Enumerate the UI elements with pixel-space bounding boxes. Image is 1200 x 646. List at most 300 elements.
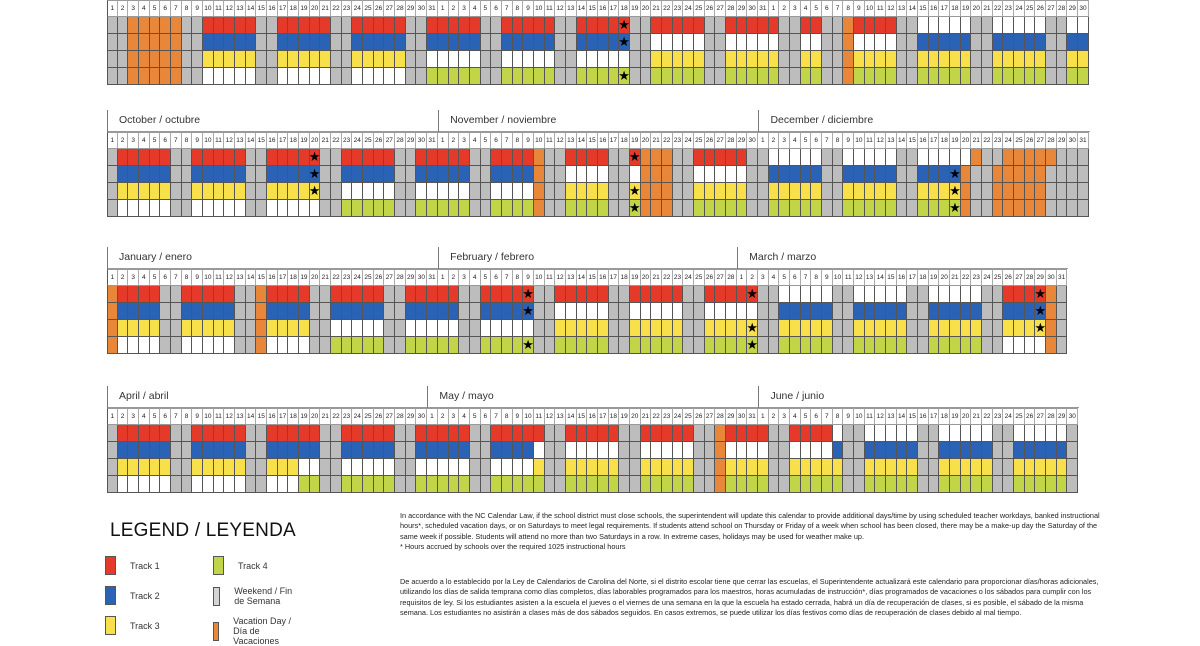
day-cell — [566, 459, 577, 476]
day-cell — [875, 286, 886, 303]
day-cell — [1057, 166, 1068, 183]
day-cell — [128, 425, 139, 442]
day-number: 2 — [449, 132, 460, 149]
day-cell — [779, 337, 790, 354]
day-cell — [683, 34, 694, 51]
day-number: 19 — [299, 269, 310, 286]
day-cell — [801, 166, 812, 183]
day-cell — [683, 51, 694, 68]
day-cell — [395, 166, 406, 183]
day-cell — [214, 442, 225, 459]
day-cell — [171, 166, 182, 183]
day-cell — [427, 17, 438, 34]
day-cell — [288, 149, 299, 166]
day-cell — [758, 286, 769, 303]
day-number: 13 — [566, 269, 577, 286]
day-number: 11 — [214, 132, 225, 149]
day-cell — [246, 149, 257, 166]
day-cell — [288, 303, 299, 320]
day-cell — [438, 337, 449, 354]
day-cell — [427, 166, 438, 183]
day-cell — [1003, 286, 1014, 303]
day-number: 24 — [352, 269, 363, 286]
day-cell — [907, 183, 918, 200]
day-cell — [374, 459, 385, 476]
day-cell — [598, 286, 609, 303]
day-number: 19 — [950, 408, 961, 425]
day-number: 4 — [470, 132, 481, 149]
day-cell — [320, 442, 331, 459]
day-cell — [758, 68, 769, 85]
day-cell — [502, 34, 513, 51]
day-number: 30 — [1067, 408, 1078, 425]
day-cell — [288, 425, 299, 442]
day-number: 16 — [918, 132, 929, 149]
day-cell — [545, 425, 556, 442]
day-number: 15 — [577, 408, 588, 425]
day-cell — [662, 337, 673, 354]
day-cell — [1014, 337, 1025, 354]
day-cell — [673, 166, 684, 183]
day-cell — [363, 183, 374, 200]
day-cell — [598, 34, 609, 51]
day-number: 14 — [246, 132, 257, 149]
day-cell — [182, 68, 193, 85]
day-cell — [214, 425, 225, 442]
day-cell — [641, 286, 652, 303]
day-cell — [587, 303, 598, 320]
day-cell — [278, 425, 289, 442]
day-cell — [587, 51, 598, 68]
day-cell — [139, 303, 150, 320]
day-cell — [299, 459, 310, 476]
day-number: 31 — [747, 408, 758, 425]
day-cell — [470, 442, 481, 459]
day-cell — [587, 149, 598, 166]
day-number: 23 — [342, 0, 353, 17]
day-number: 28 — [726, 269, 737, 286]
day-cell — [950, 286, 961, 303]
day-cell — [438, 442, 449, 459]
day-cell — [1003, 459, 1014, 476]
day-cell — [513, 320, 524, 337]
day-cell — [203, 476, 214, 493]
day-cell — [726, 200, 737, 217]
day-cell — [171, 183, 182, 200]
day-cell — [278, 183, 289, 200]
day-number: 26 — [1035, 0, 1046, 17]
day-cell — [459, 459, 470, 476]
day-cell — [577, 303, 588, 320]
day-number: 11 — [865, 408, 876, 425]
day-cell — [342, 149, 353, 166]
day-cell — [438, 286, 449, 303]
day-cell — [352, 476, 363, 493]
day-cell — [833, 303, 844, 320]
day-number: 24 — [1014, 0, 1025, 17]
day-cell — [363, 320, 374, 337]
day-cell — [502, 303, 513, 320]
day-number: 12 — [555, 269, 566, 286]
day-number: 14 — [246, 408, 257, 425]
day-number: 20 — [310, 0, 321, 17]
day-number-row — [107, 269, 1068, 286]
day-cell — [513, 51, 524, 68]
day-number: 15 — [256, 269, 267, 286]
day-cell — [811, 183, 822, 200]
day-cell — [139, 17, 150, 34]
day-cell — [950, 476, 961, 493]
day-cell — [320, 183, 331, 200]
day-cell — [427, 337, 438, 354]
day-cell — [160, 476, 171, 493]
day-cell — [747, 200, 758, 217]
day-cell — [1057, 459, 1068, 476]
day-cell — [1025, 459, 1036, 476]
day-cell — [630, 149, 641, 166]
day-cell — [267, 149, 278, 166]
day-cell — [609, 303, 620, 320]
day-cell — [993, 51, 1004, 68]
day-cell — [299, 476, 310, 493]
day-cell — [534, 476, 545, 493]
legend-title: LEGEND / LEYENDA — [110, 520, 296, 541]
day-cell — [769, 459, 780, 476]
day-cell — [118, 337, 129, 354]
star-icon: ★ — [522, 337, 534, 353]
day-cell — [694, 34, 705, 51]
day-number: 10 — [854, 132, 865, 149]
day-cell — [918, 459, 929, 476]
day-cell — [705, 476, 716, 493]
day-number: 29 — [1035, 269, 1046, 286]
day-number: 6 — [160, 132, 171, 149]
day-cell — [907, 286, 918, 303]
day-cell — [811, 476, 822, 493]
day-number: 3 — [449, 408, 460, 425]
day-cell — [459, 200, 470, 217]
day-cell — [1035, 34, 1046, 51]
day-cell — [1014, 425, 1025, 442]
day-number: 16 — [598, 0, 609, 17]
day-cell — [160, 68, 171, 85]
day-cell — [118, 459, 129, 476]
day-number: 22 — [651, 408, 662, 425]
day-number: 27 — [1046, 0, 1057, 17]
day-cell — [598, 166, 609, 183]
track-3-row — [107, 320, 1068, 337]
day-cell — [1078, 183, 1089, 200]
day-cell — [694, 303, 705, 320]
day-number: 5 — [481, 132, 492, 149]
day-cell — [811, 166, 822, 183]
day-cell — [566, 166, 577, 183]
track-1-row — [107, 286, 1068, 303]
day-cell — [320, 166, 331, 183]
track-4-row — [107, 200, 1090, 217]
legend-label: Track 3 — [130, 620, 160, 631]
day-cell — [171, 442, 182, 459]
day-cell — [918, 425, 929, 442]
day-cell — [459, 183, 470, 200]
day-number: 7 — [171, 0, 182, 17]
day-cell — [950, 166, 961, 183]
day-cell — [918, 320, 929, 337]
day-cell — [214, 303, 225, 320]
day-cell — [160, 166, 171, 183]
day-cell — [683, 286, 694, 303]
day-cell — [833, 17, 844, 34]
day-cell — [630, 166, 641, 183]
day-cell — [1067, 425, 1078, 442]
day-cell — [854, 303, 865, 320]
day-cell — [683, 320, 694, 337]
day-cell — [577, 34, 588, 51]
day-number: 7 — [833, 0, 844, 17]
day-cell — [790, 425, 801, 442]
day-cell — [1003, 68, 1014, 85]
legend-swatch — [105, 556, 116, 575]
day-cell — [299, 34, 310, 51]
day-cell — [566, 303, 577, 320]
day-cell — [320, 17, 331, 34]
day-cell — [523, 34, 534, 51]
day-cell — [939, 286, 950, 303]
day-cell — [971, 442, 982, 459]
day-cell — [534, 183, 545, 200]
day-number: 9 — [854, 0, 865, 17]
day-number: 16 — [267, 408, 278, 425]
day-cell — [683, 68, 694, 85]
day-cell — [150, 320, 161, 337]
day-cell — [342, 459, 353, 476]
day-cell — [779, 200, 790, 217]
day-cell — [811, 303, 822, 320]
day-number: 7 — [171, 408, 182, 425]
day-cell — [278, 68, 289, 85]
day-cell — [673, 425, 684, 442]
day-number: 20 — [939, 269, 950, 286]
day-number: 31 — [427, 269, 438, 286]
day-cell — [449, 459, 460, 476]
day-cell — [1003, 34, 1014, 51]
day-cell — [555, 34, 566, 51]
day-number: 5 — [811, 0, 822, 17]
day-number: 22 — [993, 0, 1004, 17]
day-number: 7 — [502, 0, 513, 17]
day-cell — [171, 320, 182, 337]
day-cell — [555, 303, 566, 320]
legend-label: Track 4 — [238, 560, 268, 571]
day-cell — [545, 68, 556, 85]
day-cell — [865, 166, 876, 183]
day-number: 16 — [267, 269, 278, 286]
day-number: 2 — [438, 408, 449, 425]
day-cell — [801, 17, 812, 34]
day-cell — [416, 320, 427, 337]
day-cell — [833, 166, 844, 183]
day-cell — [705, 149, 716, 166]
day-cell — [918, 149, 929, 166]
day-cell — [1078, 51, 1089, 68]
day-cell — [384, 68, 395, 85]
day-cell — [918, 183, 929, 200]
day-cell — [918, 286, 929, 303]
day-cell — [907, 442, 918, 459]
day-cell — [235, 459, 246, 476]
day-cell — [545, 183, 556, 200]
day-cell — [545, 459, 556, 476]
day-number: 12 — [854, 269, 865, 286]
day-cell — [118, 68, 129, 85]
day-cell — [502, 149, 513, 166]
day-cell — [246, 34, 257, 51]
day-cell — [523, 459, 534, 476]
day-cell — [950, 459, 961, 476]
day-cell — [907, 320, 918, 337]
day-number: 14 — [246, 0, 257, 17]
day-cell — [609, 337, 620, 354]
day-cell — [513, 17, 524, 34]
day-cell — [587, 17, 598, 34]
day-cell — [150, 303, 161, 320]
day-cell — [822, 303, 833, 320]
day-cell — [278, 200, 289, 217]
day-cell — [545, 51, 556, 68]
day-cell — [128, 337, 139, 354]
month-separator — [438, 247, 439, 269]
day-cell — [779, 425, 790, 442]
day-number: 3 — [128, 0, 139, 17]
day-cell — [641, 183, 652, 200]
day-cell — [758, 425, 769, 442]
day-cell — [310, 34, 321, 51]
day-cell — [352, 200, 363, 217]
day-cell — [1067, 51, 1078, 68]
day-cell — [918, 68, 929, 85]
day-cell — [577, 183, 588, 200]
day-cell — [641, 17, 652, 34]
day-cell — [545, 320, 556, 337]
day-cell — [907, 476, 918, 493]
day-number: 18 — [950, 0, 961, 17]
day-cell — [801, 425, 812, 442]
day-cell — [320, 476, 331, 493]
day-number: 8 — [182, 132, 193, 149]
day-cell — [747, 17, 758, 34]
day-cell — [801, 303, 812, 320]
day-number: 27 — [384, 269, 395, 286]
day-cell — [331, 166, 342, 183]
day-cell — [907, 200, 918, 217]
day-cell — [961, 166, 972, 183]
day-cell — [833, 476, 844, 493]
day-cell — [310, 183, 321, 200]
day-cell — [406, 442, 417, 459]
day-number: 31 — [758, 0, 769, 17]
day-cell — [384, 320, 395, 337]
day-cell — [982, 286, 993, 303]
day-cell — [747, 166, 758, 183]
day-cell — [406, 459, 417, 476]
day-cell — [118, 320, 129, 337]
day-number: 5 — [801, 408, 812, 425]
day-number: 8 — [811, 269, 822, 286]
day-number: 11 — [214, 408, 225, 425]
day-cell — [1003, 200, 1014, 217]
day-cell — [705, 303, 716, 320]
day-cell — [438, 166, 449, 183]
legend-item — [213, 586, 296, 606]
day-cell — [737, 442, 748, 459]
day-cell — [523, 149, 534, 166]
day-cell — [1025, 200, 1036, 217]
day-cell — [694, 51, 705, 68]
day-cell — [470, 183, 481, 200]
day-cell — [182, 320, 193, 337]
day-cell — [982, 51, 993, 68]
day-cell — [779, 286, 790, 303]
day-number: 9 — [192, 408, 203, 425]
day-cell — [1046, 200, 1057, 217]
day-cell — [811, 17, 822, 34]
day-cell — [299, 337, 310, 354]
day-cell — [224, 476, 235, 493]
day-cell — [619, 17, 630, 34]
day-cell — [897, 320, 908, 337]
day-cell — [299, 442, 310, 459]
day-cell — [459, 68, 470, 85]
day-cell — [139, 200, 150, 217]
day-cell — [406, 200, 417, 217]
day-cell — [1025, 337, 1036, 354]
day-number: 28 — [726, 0, 737, 17]
day-cell — [982, 442, 993, 459]
day-number: 2 — [449, 0, 460, 17]
day-cell — [758, 442, 769, 459]
day-cell — [875, 425, 886, 442]
day-cell — [907, 17, 918, 34]
day-cell — [801, 34, 812, 51]
day-number: 6 — [491, 269, 502, 286]
day-number: 4 — [769, 269, 780, 286]
day-cell — [256, 17, 267, 34]
day-cell — [107, 51, 118, 68]
day-cell — [886, 34, 897, 51]
day-cell — [801, 459, 812, 476]
day-cell — [982, 183, 993, 200]
day-cell — [790, 442, 801, 459]
day-cell — [961, 337, 972, 354]
day-number: 26 — [374, 132, 385, 149]
day-cell — [182, 200, 193, 217]
day-cell — [1003, 17, 1014, 34]
day-cell — [961, 34, 972, 51]
day-number: 9 — [523, 0, 534, 17]
day-number: 26 — [374, 269, 385, 286]
day-number: 24 — [352, 132, 363, 149]
day-cell — [715, 442, 726, 459]
day-cell — [726, 320, 737, 337]
day-cell — [662, 68, 673, 85]
day-number: 19 — [961, 0, 972, 17]
day-cell — [555, 200, 566, 217]
day-cell — [886, 320, 897, 337]
day-cell — [192, 442, 203, 459]
day-cell — [416, 200, 427, 217]
day-cell — [534, 34, 545, 51]
day-number: 23 — [993, 132, 1004, 149]
